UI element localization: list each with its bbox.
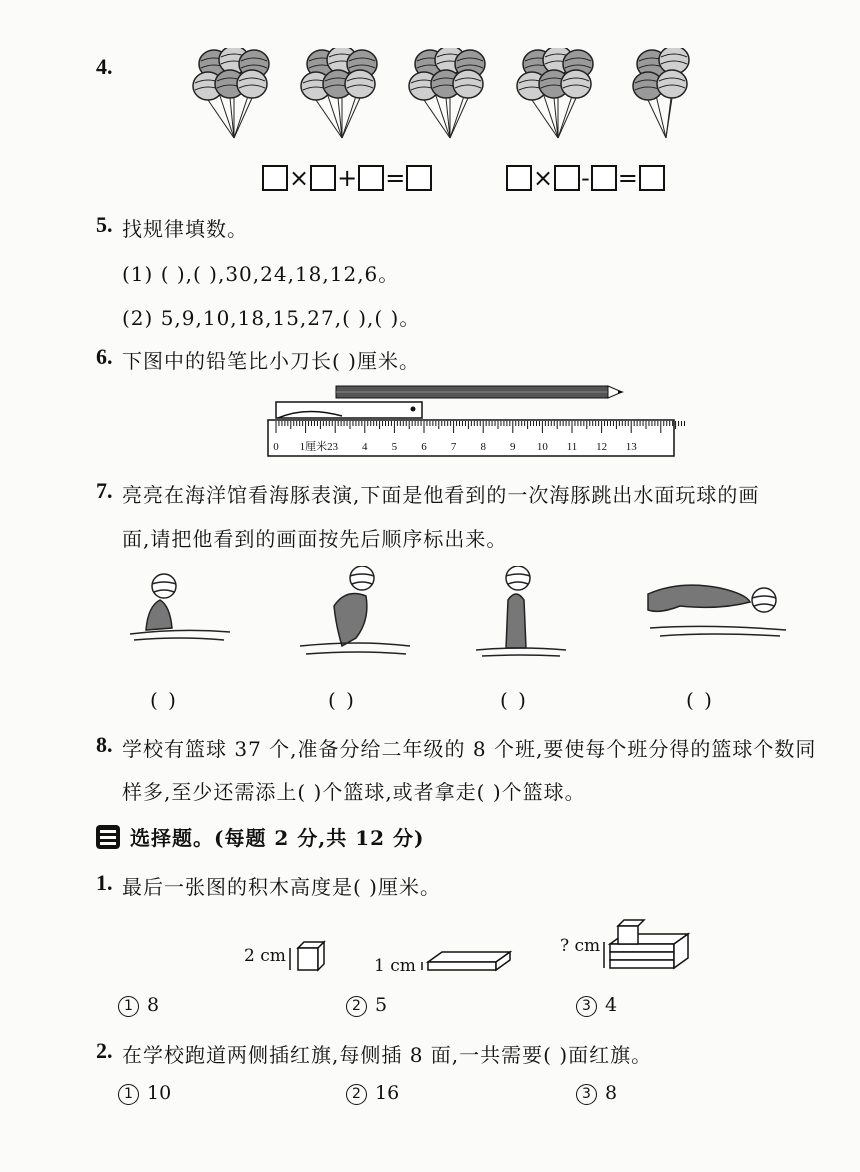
balloon-bunch-icon [193,48,269,138]
pencil-icon [336,386,624,398]
option-marker: 2 [346,1084,367,1105]
dolphin-scene-1-icon [130,574,230,640]
option-marker: 3 [576,996,597,1017]
q5-number: 5. [96,212,113,237]
option-text: 10 [147,1082,172,1104]
ruler-label: 3 [332,441,338,453]
option-marker: 1 [118,996,139,1017]
answer-box[interactable] [262,165,288,191]
equals-sign: = [617,164,638,192]
ruler-label: 1厘米2 [299,441,333,453]
option-marker: 1 [118,1084,139,1105]
dolphin-pictures [120,566,800,676]
minus-sign: - [581,164,590,192]
dolphin-scene-3-icon [476,566,566,656]
equation-right [506,164,665,192]
balloon-bunch-icon [301,48,377,138]
q6-number: 6. [96,344,113,369]
mc2-option-2[interactable] [346,1082,399,1105]
mc2-option-3[interactable] [576,1082,617,1105]
block-label-unknown: ? cm [560,936,601,956]
q5-prompt: 找规律填数。 [122,217,248,241]
order-blank-4[interactable]: ( ) [686,688,714,712]
q4-number: 4. [96,54,113,79]
ruler-label: 4 [362,441,368,453]
ruler-label: 0 [273,441,279,453]
times-sign: × [533,164,554,192]
ruler-label: 5 [391,441,398,453]
q8-number: 8. [96,732,113,757]
q6-prompt: 下图中的铅笔比小刀长( )厘米。 [122,349,420,373]
mc1-number: 1. [96,870,113,895]
q7-number: 7. [96,478,113,503]
answer-box[interactable] [639,165,665,191]
block-label-2cm: 2 cm [244,946,286,966]
equation-left [262,164,432,192]
q8-prompt-line1: 学校有篮球 37 个,准备分给二年级的 8 个班,要使每个班分得的篮球个数同 [122,737,817,761]
order-blank-3[interactable]: ( ) [500,688,528,712]
q7-prompt-line1: 亮亮在海洋馆看海豚表演,下面是他看到的一次海豚跳出水面玩球的画 [122,483,760,507]
answer-box[interactable] [591,165,617,191]
mc2-number: 2. [96,1038,113,1063]
ruler-figure [266,382,686,462]
balloon-bunch-icon [409,48,485,138]
block-label-1cm: 1 cm [374,956,416,976]
q5-line2: (2) 5,9,10,18,15,27,( ),( )。 [122,306,421,330]
order-blank-2[interactable]: ( ) [328,688,356,712]
knife-icon [276,402,422,418]
equals-sign: = [385,164,406,192]
section-3-header [96,822,425,851]
times-sign: × [289,164,310,192]
plus-sign: + [337,164,358,192]
flat-block-icon [422,952,510,970]
balloon-bunch-icon [633,48,689,138]
option-marker: 2 [346,996,367,1017]
answer-box[interactable] [554,165,580,191]
ruler-label: 9 [510,441,516,453]
ruler-icon [268,420,684,456]
option-text: 5 [375,994,388,1016]
answer-box[interactable] [406,165,432,191]
mc1-option-2[interactable] [346,994,387,1017]
option-text: 8 [605,1082,618,1104]
ruler-label: 6 [421,441,427,453]
mc1-prompt: 最后一张图的积木高度是( )厘米。 [122,875,441,899]
ruler-label: 7 [450,441,457,453]
answer-box[interactable] [310,165,336,191]
mc2-prompt: 在学校跑道两侧插红旗,每侧插 8 面,一共需要( )面红旗。 [122,1043,653,1067]
ruler-label: 10 [536,441,548,453]
answer-box[interactable] [506,165,532,191]
balloons-illustration [190,48,730,148]
balloon-bunch-icon [517,48,593,138]
ruler-label: 12 [596,441,608,453]
mc1-option-3[interactable] [576,994,617,1017]
blocks-figure [284,912,704,982]
answer-box[interactable] [358,165,384,191]
mc1-option-1[interactable] [118,994,159,1017]
section-three-icon [96,825,120,849]
mc2-option-1[interactable] [118,1082,171,1105]
ruler-label: 8 [480,441,486,453]
dolphin-scene-4-icon [648,585,786,636]
ruler-label: 11 [566,441,578,453]
option-marker: 3 [576,1084,597,1105]
dolphin-scene-2-icon [300,566,410,654]
q8-prompt-line2: 样多,至少还需添上( )个篮球,或者拿走( )个篮球。 [122,780,586,804]
q7-prompt-line2: 面,请把他看到的画面按先后顺序标出来。 [122,527,508,551]
option-text: 4 [605,994,618,1016]
option-text: 8 [147,994,160,1016]
section-3-title: 选择题。(每题 2 分,共 12 分) [130,826,425,850]
cube-block-icon [290,942,324,970]
ruler-label: 13 [625,441,637,453]
order-blank-1[interactable]: ( ) [150,688,178,712]
option-text: 16 [375,1082,400,1104]
q5-line1: (1) ( ),( ),30,24,18,12,6。 [122,262,400,286]
stacked-blocks-icon [604,920,688,968]
